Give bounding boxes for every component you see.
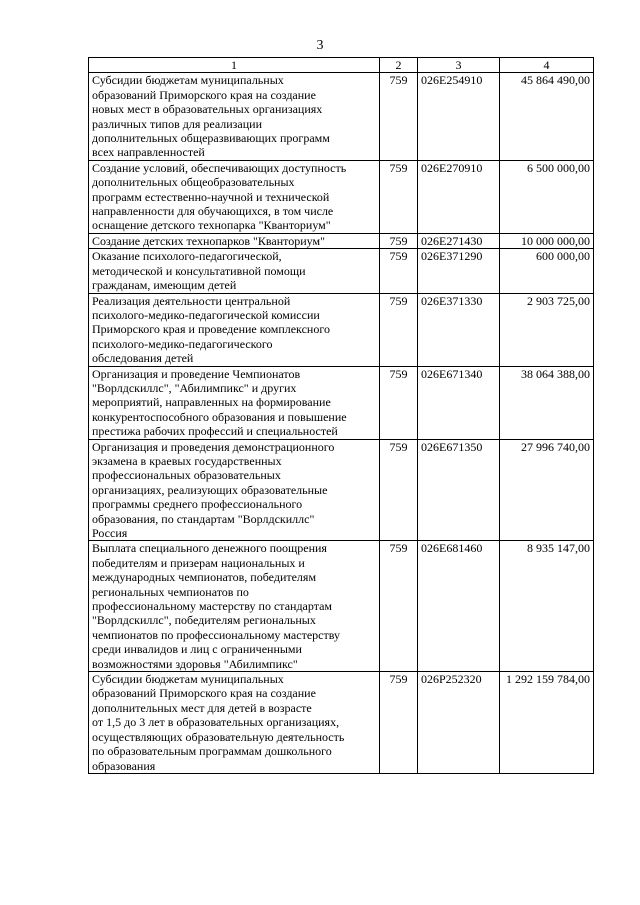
row-name-line: оснащение детского технопарка "Кванториум" [92, 218, 331, 233]
row-amount: 8 935 147,00 [500, 541, 594, 672]
row-name-line: Субсидии бюджетам муниципальных [92, 672, 284, 687]
row-name-line: от 1,5 до 3 лет в образовательных организациях, [92, 715, 340, 730]
row-ministry-code: 759 [380, 366, 418, 439]
row-name-cell [89, 233, 380, 248]
row-name-cell [89, 672, 380, 774]
row-name-line: новых мест в образовательных организациях [92, 102, 323, 117]
row-name-line: методической и консультативной помощи [92, 263, 306, 278]
row-name-line: Выплата специального денежного поощрения [92, 541, 327, 556]
row-name-line: по образовательным программам дошкольного [92, 744, 332, 759]
table-row [89, 249, 594, 293]
table-header-row [89, 58, 594, 73]
row-name-line: Создание условий, обеспечивающих доступность [92, 160, 347, 175]
row-name-line: образований Приморского края на создание [92, 686, 316, 701]
row-name-line: программ естественно-научной и технической [92, 189, 330, 204]
row-target-code: 026E371290 [418, 249, 500, 293]
row-name-line: осуществляющих образовательную деятельность [92, 729, 345, 744]
column-header-ministry: 2 [380, 58, 418, 73]
row-target-code: 026E270910 [418, 160, 500, 233]
row-name-line: обследования детей [92, 351, 194, 366]
row-ministry-code: 759 [380, 160, 418, 233]
row-amount: 27 996 740,00 [500, 439, 594, 541]
table-row [89, 541, 594, 672]
row-name-line: Приморского края и проведение комплексного [92, 322, 330, 337]
row-name-line: экзамена в краевых государственных [92, 453, 282, 468]
row-target-code: 026E681460 [418, 541, 500, 672]
row-name-line: "Ворлдскиллс", "Абилимпикс" и других [92, 380, 297, 395]
row-name-line: дополнительных общеразвивающих программ [92, 131, 330, 146]
row-name-line: международных чемпионатов, победителям [92, 570, 317, 585]
row-name-line: профессиональных образовательных [92, 468, 281, 483]
row-name-cell [89, 160, 380, 233]
row-name-line: различных типов для реализации [92, 116, 263, 131]
row-name-line: образований Приморского края на создание [92, 87, 316, 102]
row-target-code: 026P252320 [418, 672, 500, 774]
table-row [89, 672, 594, 774]
row-ministry-code: 759 [380, 293, 418, 366]
row-name-line: возможностями здоровья "Абилимпикс" [92, 656, 298, 671]
row-amount: 1 292 159 784,00 [500, 672, 594, 774]
column-header-code: 3 [418, 58, 500, 73]
row-name-line: психолого-медико-педагогического [92, 336, 273, 351]
row-target-code: 026E671340 [418, 366, 500, 439]
row-amount: 10 000 000,00 [500, 233, 594, 248]
row-name-line: организациях, реализующих образовательные [92, 482, 328, 497]
table-row [89, 293, 594, 366]
table-body [89, 73, 594, 774]
row-name-line: психолого-медико-педагогической комиссии [92, 307, 320, 322]
row-name-line: дополнительных мест для детей в возрасте [92, 700, 312, 715]
row-amount: 6 500 000,00 [500, 160, 594, 233]
row-name-line: победителям и призерам национальных и [92, 555, 305, 570]
page-number: 3 [316, 38, 324, 53]
row-name-line: всех направленностей [92, 145, 205, 160]
row-name-line: Россия [92, 526, 128, 540]
row-name-line: "Ворлдскиллс", победителям региональных [92, 613, 316, 628]
table-row [89, 160, 594, 233]
row-ministry-code: 759 [380, 73, 418, 160]
row-name-line: Субсидии бюджетам муниципальных [92, 73, 284, 88]
table-row [89, 73, 594, 160]
row-name-cell [89, 73, 380, 160]
row-ministry-code: 759 [380, 233, 418, 248]
row-target-code: 026E671350 [418, 439, 500, 541]
column-header-amount: 4 [500, 58, 594, 73]
row-ministry-code: 759 [380, 439, 418, 541]
row-name-line: Организация и проведение Чемпионатов [92, 366, 301, 381]
row-name-line: программы среднего профессионального [92, 497, 303, 512]
table-row [89, 366, 594, 439]
row-name-line: профессиональному мастерству по стандартам [92, 599, 333, 614]
row-amount: 45 864 490,00 [500, 73, 594, 160]
row-name-line: региональных чемпионатов по [92, 584, 249, 599]
row-name-line: дополнительных общеобразовательных [92, 175, 295, 190]
row-name-line: образования [92, 758, 156, 773]
row-name-line: Оказание психолого-педагогической, [92, 249, 282, 264]
row-ministry-code: 759 [380, 249, 418, 293]
row-name-line: направленности для обучающихся, в том числе [92, 204, 334, 219]
row-ministry-code: 759 [380, 541, 418, 672]
row-amount: 2 903 725,00 [500, 293, 594, 366]
row-amount: 600 000,00 [500, 249, 594, 293]
table-row [89, 233, 594, 248]
table-row [89, 439, 594, 541]
row-name-line: Создание детских технопарков "Кванториум" [92, 233, 325, 248]
row-name-line: Реализация деятельности центральной [92, 293, 291, 308]
row-target-code: 026E371330 [418, 293, 500, 366]
budget-table [88, 57, 594, 774]
row-name-line: престижа рабочих профессий и специальностей [92, 424, 338, 439]
row-name-cell [89, 293, 380, 366]
row-amount: 38 064 388,00 [500, 366, 594, 439]
row-name-cell [89, 366, 380, 439]
row-name-cell [89, 541, 380, 672]
row-name-line: образования, по стандартам "Ворлдскиллс" [92, 511, 315, 526]
row-name-line: мероприятий, направленных на формирование [92, 395, 331, 410]
row-name-line: гражданам, имеющим детей [92, 278, 237, 293]
column-header-name: 1 [89, 58, 380, 73]
row-target-code: 026E271430 [418, 233, 500, 248]
row-ministry-code: 759 [380, 672, 418, 774]
row-name-line: среди инвалидов и лиц с ограниченными [92, 642, 302, 657]
row-name-line: конкурентоспособного образования и повышение [92, 409, 347, 424]
row-target-code: 026E254910 [418, 73, 500, 160]
row-name-cell [89, 249, 380, 293]
row-name-cell [89, 439, 380, 541]
row-name-line: чемпионатов по профессиональному мастерству [92, 627, 340, 642]
row-name-line: Организация и проведения демонстрационного [92, 439, 335, 454]
